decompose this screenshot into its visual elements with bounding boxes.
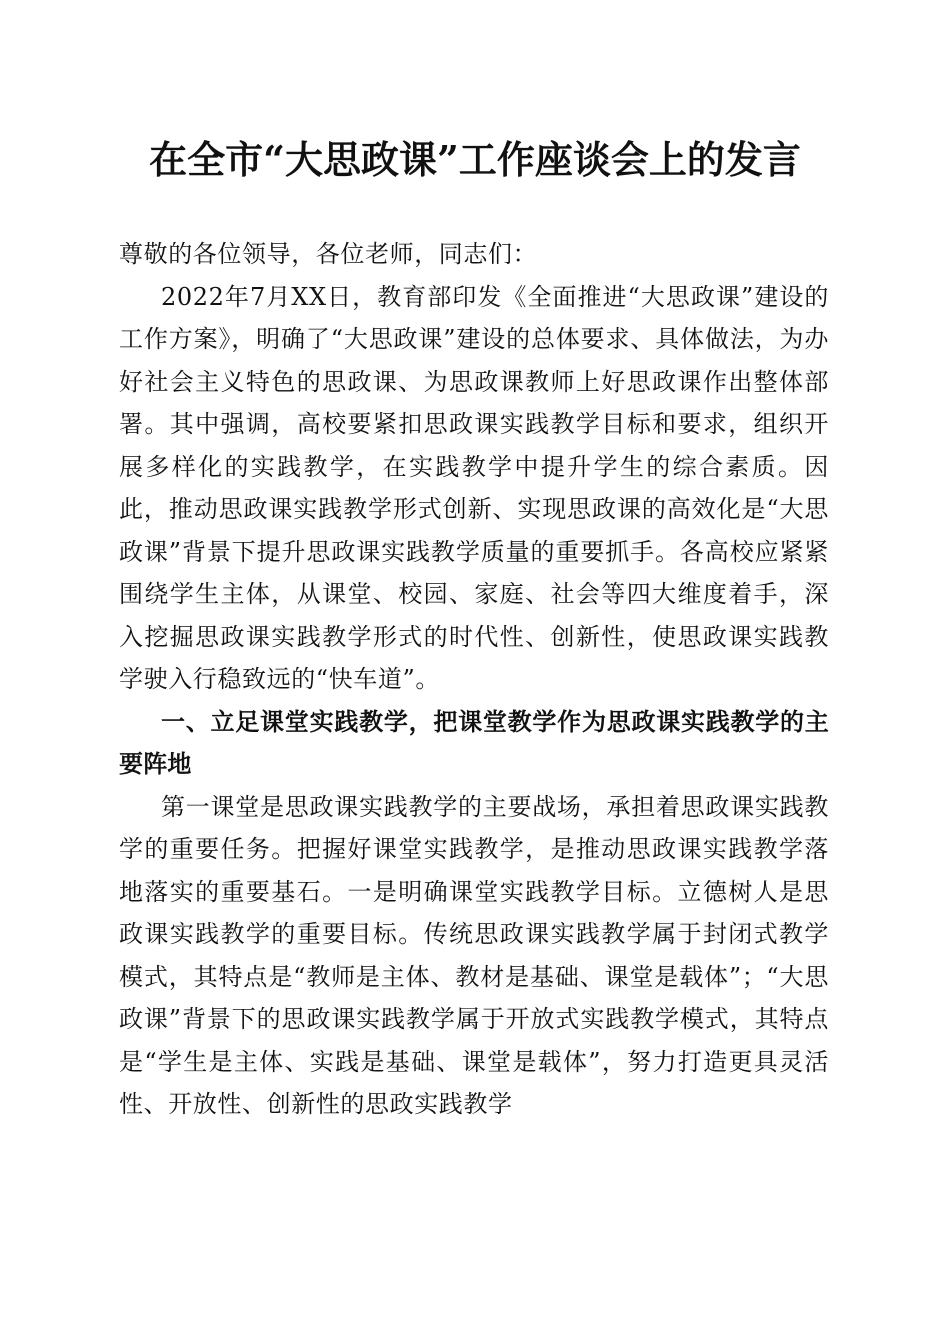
document-title: 在全市“大思政课”工作座谈会上的发言	[149, 137, 801, 182]
intro-paragraph: 2022年7月XX日，教育部印发《全面推进“大思政课”建设的工作方案》，明确了“大思政课”建设的总体要求、具体做法，为办好社会主义特色的思政课、为思政课教师上好思政课作出整体部署。其中强调，高校要紧扣思政课实践教学目标和要求，组织开展多样化的实践教学，在实践教学中提升学生的综合素质。因此，推动思政课实践教学形式创新、实现思政课的高效化是“大思政课”背景下提升思政课实践教学质量的重要抓手。各高校应紧紧围绕学生主体，从课堂、校园、家庭、社会等四大维度着手，深入挖掘思政课实践教学形式的时代性、创新性，使思政课实践教学驶入行稳致远的“快车道”。	[119, 282, 829, 693]
section-heading: 一、立足课堂实践教学，把课堂教学作为思政课实践教学的主要阵地	[119, 707, 829, 778]
section-paragraph: 第一课堂是思政课实践教学的主要战场，承担着思政课实践教学的重要任务。把握好课堂实践教学，是推动思政课实践教学落地落实的重要基石。一是明确课堂实践教学目标。立德树人是思政课实践教学的重要目标。传统思政课实践教学属于封闭式教学模式，其特点是“教师是主体、教材是基础、课堂是载体”；“大思政课”背景下的思政课实践教学属于开放式实践教学模式，其特点是“学生是主体、实践是基础、课堂是载体”，努力打造更具灵活性、开放性、创新性的思政实践教学	[119, 792, 829, 1118]
salutation: 尊敬的各位领导，各位老师，同志们：	[119, 240, 538, 268]
document-body	[119, 233, 829, 1126]
